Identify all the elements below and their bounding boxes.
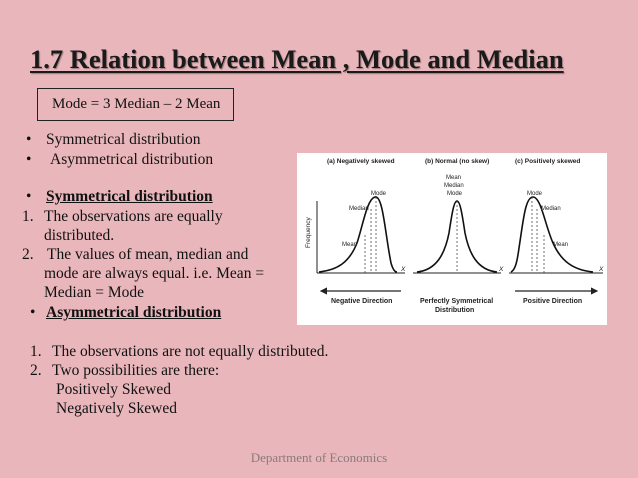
item-number: 1. <box>22 208 34 225</box>
panel-heading-positive: (c) Positively skewed <box>515 158 581 165</box>
symmetric-label-line1: Perfectly Symmetrical <box>420 298 494 305</box>
bullet-item <box>26 150 213 169</box>
symmetric-label-line2: Distribution <box>435 307 475 314</box>
label-mean: Mean <box>342 242 358 248</box>
bullet-text: Asymmetrical distribution <box>50 151 214 168</box>
axis-x-label: X <box>499 266 504 273</box>
label-mean: Mean <box>446 175 462 181</box>
item-text-continued: distributed. <box>44 227 115 244</box>
possibility-item: Negatively Skewed <box>56 400 177 417</box>
formula-box: Mode = 3 Median – 2 Mean <box>37 88 234 121</box>
panel-heading-normal: (b) Normal (no skew) <box>425 158 490 165</box>
numbered-item <box>30 361 219 380</box>
label-mode: Mode <box>371 191 387 197</box>
item-text-continued: mode are always equal. i.e. Mean = <box>44 265 265 282</box>
possibility-item: Positively Skewed <box>56 381 171 398</box>
axis-x-label: X <box>599 266 604 273</box>
heading-text: Symmetrical distribution <box>46 188 213 205</box>
bullet-text: Symmetrical distribution <box>46 131 201 148</box>
numbered-item <box>22 245 248 264</box>
asymmetrical-heading <box>30 303 221 322</box>
bullet-glyph: • <box>26 188 32 205</box>
numbered-item <box>30 342 328 361</box>
numbered-item <box>22 207 223 226</box>
item-text: The observations are equally <box>44 208 223 225</box>
symmetrical-heading <box>26 187 213 206</box>
panel-normal <box>413 175 504 273</box>
label-mode: Mode <box>527 191 543 197</box>
positive-direction-label: Positive Direction <box>523 298 583 305</box>
item-text-continued: Median = Mode <box>44 284 145 301</box>
item-number: 2. <box>22 246 34 263</box>
bullet-glyph: • <box>26 151 32 168</box>
label-mean: Mean <box>553 242 569 248</box>
label-median: Median <box>541 206 561 212</box>
skewness-diagram <box>297 153 607 325</box>
footer-department: Department of Economics <box>250 450 388 465</box>
item-number: 2. <box>30 362 42 379</box>
y-axis-label: Frequency <box>305 217 312 248</box>
skewness-figure <box>297 153 607 325</box>
label-median: Median <box>349 206 369 212</box>
bullet-item <box>26 130 201 149</box>
item-text: The observations are not equally distributed. <box>52 343 329 360</box>
bullet-glyph: • <box>30 304 36 321</box>
panel-heading-negative: (a) Negatively skewed <box>327 158 395 165</box>
item-text: The values of mean, median and <box>47 246 249 263</box>
axis-x-label: X <box>401 266 406 273</box>
label-mode: Mode <box>447 191 463 197</box>
bullet-glyph: • <box>26 131 32 148</box>
panel-negative <box>317 191 406 273</box>
slide-title: 1.7 Relation between Mean , Mode and Median <box>30 44 564 74</box>
label-median: Median <box>444 183 464 189</box>
item-number: 1. <box>30 343 42 360</box>
negative-direction-label: Negative Direction <box>331 298 393 305</box>
heading-text: Asymmetrical distribution <box>46 304 222 321</box>
item-text: Two possibilities are there: <box>52 362 220 379</box>
panel-positive <box>509 191 604 273</box>
